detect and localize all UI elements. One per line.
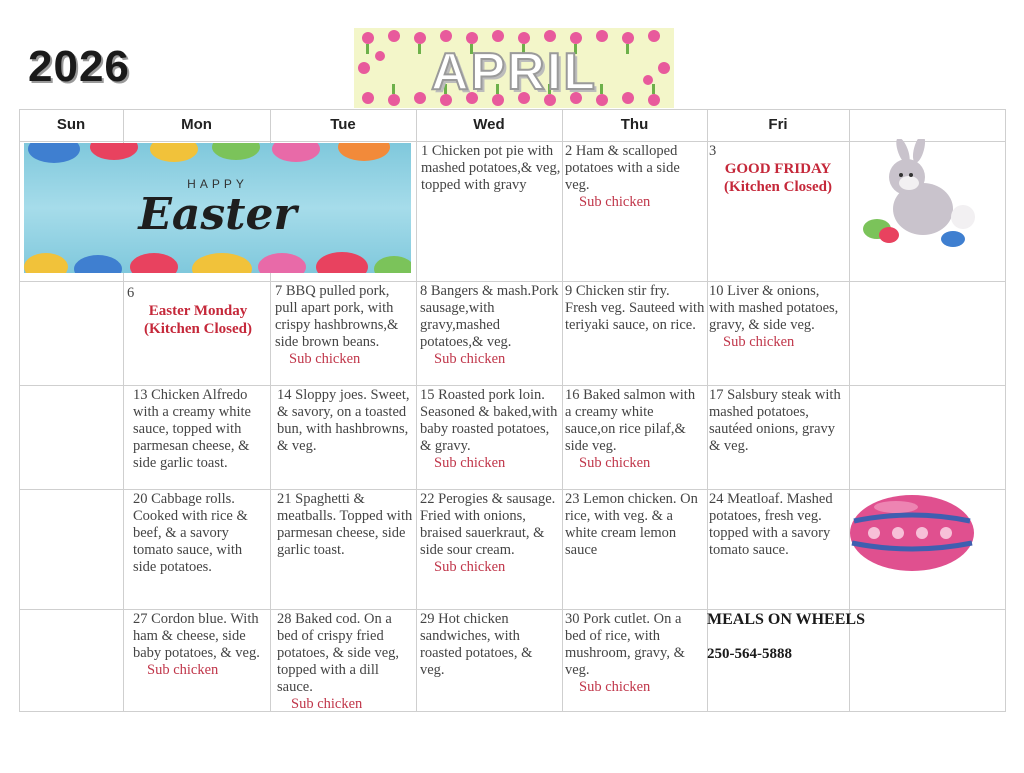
day-cell-21 [277, 491, 415, 559]
menu-text: Baked salmon with a creamy white sauce,on rice pilaf,& side veg. [565, 387, 696, 454]
day-cell-17 [709, 387, 847, 455]
holiday-name: GOOD FRIDAY [724, 161, 832, 177]
menu-text: Sloppy joes. Sweet, & savory, on a toasted bun, with hashbrowns, & veg. [277, 387, 410, 454]
day-cell-10 [709, 283, 847, 351]
day-number: 7 [275, 283, 283, 299]
menu-text: Liver & onions, with mashed potatoes, gravy, & side veg. [709, 283, 839, 333]
day-cell-6 [127, 285, 269, 338]
easter-egg-illustration [848, 491, 978, 575]
day-cell-23 [565, 491, 705, 559]
header-sun: Sun [56, 116, 86, 133]
menu-text: Meatloaf. Mashed potatoes, fresh veg. topped with a savory tomato sauce. [709, 491, 833, 558]
day-cell-1 [421, 143, 561, 194]
menu-text: Salsbury steak with mashed potatoes, sautéed onions, gravy & veg. [709, 387, 841, 454]
menu-text: Chicken pot pie with mashed potatoes,& veg, topped with gravy [421, 143, 561, 193]
day-number: 21 [277, 491, 292, 507]
menu-text: Lemon chicken. On rice, with veg. & a white cream lemon sauce [565, 491, 698, 558]
day-number: 17 [709, 387, 724, 403]
day-number: 9 [565, 283, 573, 299]
day-cell-16 [565, 387, 705, 472]
day-cell-2 [565, 143, 705, 211]
day-number: 23 [565, 491, 580, 507]
menu-text: BBQ pulled pork, pull apart pork, with crispy hashbrowns,& side brown beans. [275, 283, 399, 350]
day-number: 15 [420, 387, 435, 403]
day-cell-22 [420, 491, 560, 576]
holiday-name: Easter Monday [148, 303, 248, 319]
sub-chicken-note: Sub chicken [723, 334, 795, 350]
day-number: 16 [565, 387, 580, 403]
meals-on-wheels-info [707, 611, 997, 663]
menu-text: Roasted pork loin. Seasoned & baked,with baby roasted potatoes, & gravy. [420, 387, 558, 454]
year-title: 2026 [28, 42, 130, 91]
bunny-illustration [851, 139, 981, 249]
day-number: 22 [420, 491, 435, 507]
sub-chicken-note: Sub chicken [434, 559, 506, 575]
menu-text: Chicken Alfredo with a creamy white sauce, topped with parmesan cheese, & side garlic toast. [133, 387, 251, 471]
day-cell-3 [709, 143, 847, 196]
day-cell-15 [420, 387, 560, 472]
month-banner [354, 28, 674, 108]
day-cell-8 [420, 283, 560, 368]
day-cell-7 [275, 283, 415, 368]
sub-chicken-note: Sub chicken [289, 351, 361, 367]
menu-text: Chicken stir fry. Fresh veg. Sauteed with teriyaki sauce, on rice. [565, 283, 705, 333]
meals-on-wheels-title: MEALS ON WHEELS [707, 611, 865, 628]
calendar-grid [19, 109, 1006, 712]
day-number: 14 [277, 387, 292, 403]
menu-text: Perogies & sausage. Fried with onions, braised sauerkraut, & side sour cream. [420, 491, 556, 558]
month-title: APRIL [431, 43, 597, 101]
happy-easter-top-text: HAPPY [187, 177, 248, 191]
day-cell-27 [133, 611, 269, 679]
sub-chicken-note: Sub chicken [434, 455, 506, 471]
meals-on-wheels-phone: 250-564-5888 [707, 646, 792, 662]
menu-text: Cordon blue. With ham & cheese, side baby potatoes, & veg. [133, 611, 260, 661]
kitchen-closed-note: (Kitchen Closed) [144, 321, 252, 337]
day-cell-30 [565, 611, 705, 696]
header-tue: Tue [330, 116, 356, 133]
day-number: 1 [421, 143, 429, 159]
day-number: 3 [709, 143, 717, 159]
menu-text: Pork cutlet. On a bed of rice, with mushroom, gravy, & veg. [565, 611, 685, 678]
day-number: 8 [420, 283, 428, 299]
day-number: 30 [565, 611, 580, 627]
day-cell-14 [277, 387, 415, 455]
day-cell-29 [420, 611, 560, 679]
menu-text: Bangers & mash.Pork sausage,with gravy,mashed potatoes,& veg. [420, 283, 559, 350]
header-mon: Mon [181, 116, 212, 133]
header-wed: Wed [473, 116, 505, 133]
menu-text: Cabbage rolls. Cooked with rice & beef, & a savory tomato sauce, with side potatoes. [133, 491, 248, 575]
sub-chicken-note: Sub chicken [291, 696, 363, 712]
menu-text: Baked cod. On a bed of crispy fried potatoes, & side veg, topped with a dill sauce. [277, 611, 400, 695]
happy-easter-main-text: Easter [138, 189, 297, 240]
day-number: 24 [709, 491, 724, 507]
day-number: 28 [277, 611, 292, 627]
sub-chicken-note: Sub chicken [579, 194, 651, 210]
sub-chicken-note: Sub chicken [434, 351, 506, 367]
day-number: 6 [127, 285, 135, 301]
day-cell-28 [277, 611, 415, 713]
day-number: 10 [709, 283, 724, 299]
sub-chicken-note: Sub chicken [579, 679, 651, 695]
day-cell-9 [565, 283, 705, 334]
happy-easter-image [24, 143, 411, 273]
sub-chicken-note: Sub chicken [579, 455, 651, 471]
day-number: 2 [565, 143, 573, 159]
sub-chicken-note: Sub chicken [147, 662, 219, 678]
menu-text: Spaghetti & meatballs. Topped with parmesan cheese, side garlic toast. [277, 491, 413, 558]
header-fri: Fri [768, 116, 788, 133]
day-cell-13 [133, 387, 269, 472]
day-cell-20 [133, 491, 269, 576]
menu-text: Ham & scalloped potatoes with a side veg. [565, 143, 680, 193]
day-cell-24 [709, 491, 847, 559]
day-number: 27 [133, 611, 148, 627]
day-number: 29 [420, 611, 435, 627]
header-thu: Thu [620, 116, 649, 133]
day-number: 20 [133, 491, 148, 507]
kitchen-closed-note: (Kitchen Closed) [724, 179, 832, 195]
menu-text: Hot chicken sandwiches, with roasted potatoes, & veg. [420, 611, 533, 678]
day-number: 13 [133, 387, 148, 403]
